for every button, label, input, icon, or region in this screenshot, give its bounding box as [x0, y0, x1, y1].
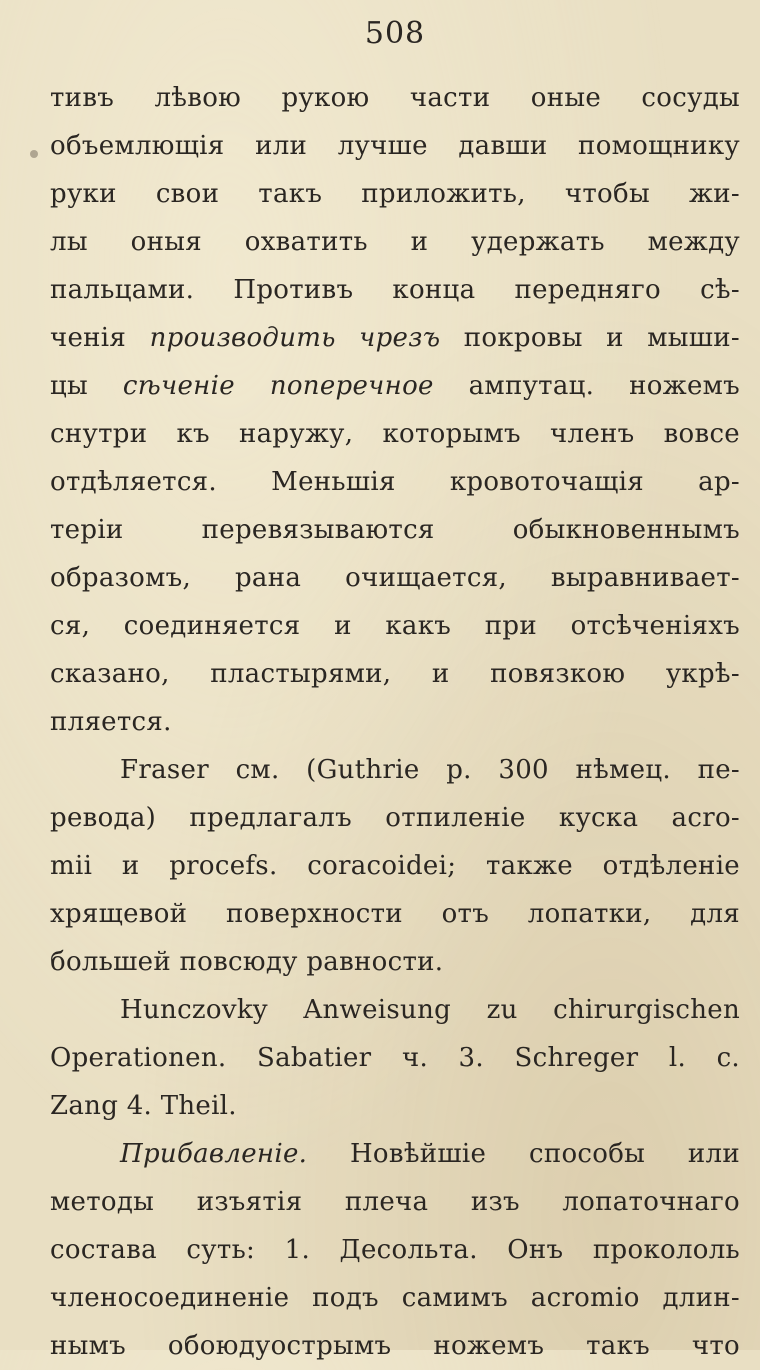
text-segment: Новѣйшіе способы или: [307, 1139, 740, 1169]
text-line: [50, 1226, 740, 1274]
text-line: [50, 698, 740, 746]
italic-text: сѣченіе поперечное: [122, 371, 434, 401]
text-segment: образомъ, рана очищается, выравнивает-: [50, 563, 740, 593]
text-segment: ся, соединяется и какъ при отсѣченіяхъ: [50, 611, 740, 641]
text-segment: отдѣляется. Меньшія кровоточащія ар-: [50, 467, 740, 497]
text-line: [50, 842, 740, 890]
text-line: [50, 458, 740, 506]
text-line: [50, 650, 740, 698]
text-line: [50, 266, 740, 314]
text-segment: тивъ лѣвою рукою части оные сосуды: [50, 83, 740, 113]
text-line: [50, 74, 740, 122]
text-segment: Operationen. Sabatier ч. 3. Schreger l. c.: [50, 1043, 740, 1073]
text-line: [50, 170, 740, 218]
text-segment: Fraser см. (Guthrie p. 300 нѣмец. пе-: [120, 755, 740, 785]
text-line: [50, 986, 740, 1034]
text-segment: руки свои такъ приложить, чтобы жи-: [50, 179, 740, 209]
text-line: [50, 1178, 740, 1226]
text-segment: объемлющія или лучше давши помощнику: [50, 131, 740, 161]
text-line: [50, 1274, 740, 1322]
text-line: [50, 506, 740, 554]
text-segment: состава суть: 1. Десольта. Онъ прокололь: [50, 1235, 740, 1265]
text-segment: цы: [50, 371, 123, 401]
text-line: [50, 554, 740, 602]
text-segment: Zang 4. Theil.: [50, 1091, 237, 1121]
text-segment: снутри къ наружу, которымъ членъ вовсе: [50, 419, 740, 449]
text-line: [50, 602, 740, 650]
text-line: [50, 314, 740, 362]
text-line: [50, 122, 740, 170]
text-segment: теріи перевязываются обыкновеннымъ: [50, 515, 740, 545]
text-segment: пляется.: [50, 707, 172, 737]
text-segment: ампутац. ножемъ: [433, 371, 740, 401]
text-line: [50, 1130, 740, 1178]
text-line: [50, 746, 740, 794]
text-line: [50, 890, 740, 938]
text-segment: ченія: [50, 323, 150, 353]
ink-smudge: [30, 150, 38, 158]
text-line: [50, 362, 740, 410]
page-number: 508: [364, 16, 426, 51]
text-segment: mii и procefs. coracoidei; также отдѣленіе: [50, 851, 740, 881]
body-text: [50, 74, 740, 1370]
text-segment: пальцами. Противъ конца передняго сѣ-: [50, 275, 740, 305]
text-segment: методы изъятія плеча изъ лопаточнаго: [50, 1187, 740, 1217]
text-line: [50, 1322, 740, 1370]
text-line: [50, 938, 740, 986]
italic-text: Прибавленіе.: [120, 1139, 308, 1169]
text-line: [50, 1082, 740, 1130]
text-segment: нымъ обоюдуострымъ ножемъ такъ что: [50, 1331, 740, 1361]
text-segment: ревода) предлагалъ отпиленіе куска acro-: [50, 803, 740, 833]
text-segment: большей повсюду равности.: [50, 947, 444, 977]
text-segment: лы оныя охватить и удержать между: [50, 227, 740, 257]
text-segment: сказано, пластырями, и повязкою укрѣ-: [50, 659, 740, 689]
text-line: [50, 794, 740, 842]
text-segment: членосоединеніе подъ самимъ acromio длин-: [50, 1283, 740, 1313]
text-line: [50, 410, 740, 458]
text-segment: Hunczovky Anweisung zu chirurgischen: [120, 995, 740, 1025]
text-line: [50, 218, 740, 266]
text-line: [50, 1034, 740, 1082]
text-segment: покровы и мыши-: [440, 323, 740, 353]
italic-text: производить чрезъ: [149, 323, 441, 353]
text-segment: хрящевой поверхности отъ лопатки, для: [50, 899, 740, 929]
